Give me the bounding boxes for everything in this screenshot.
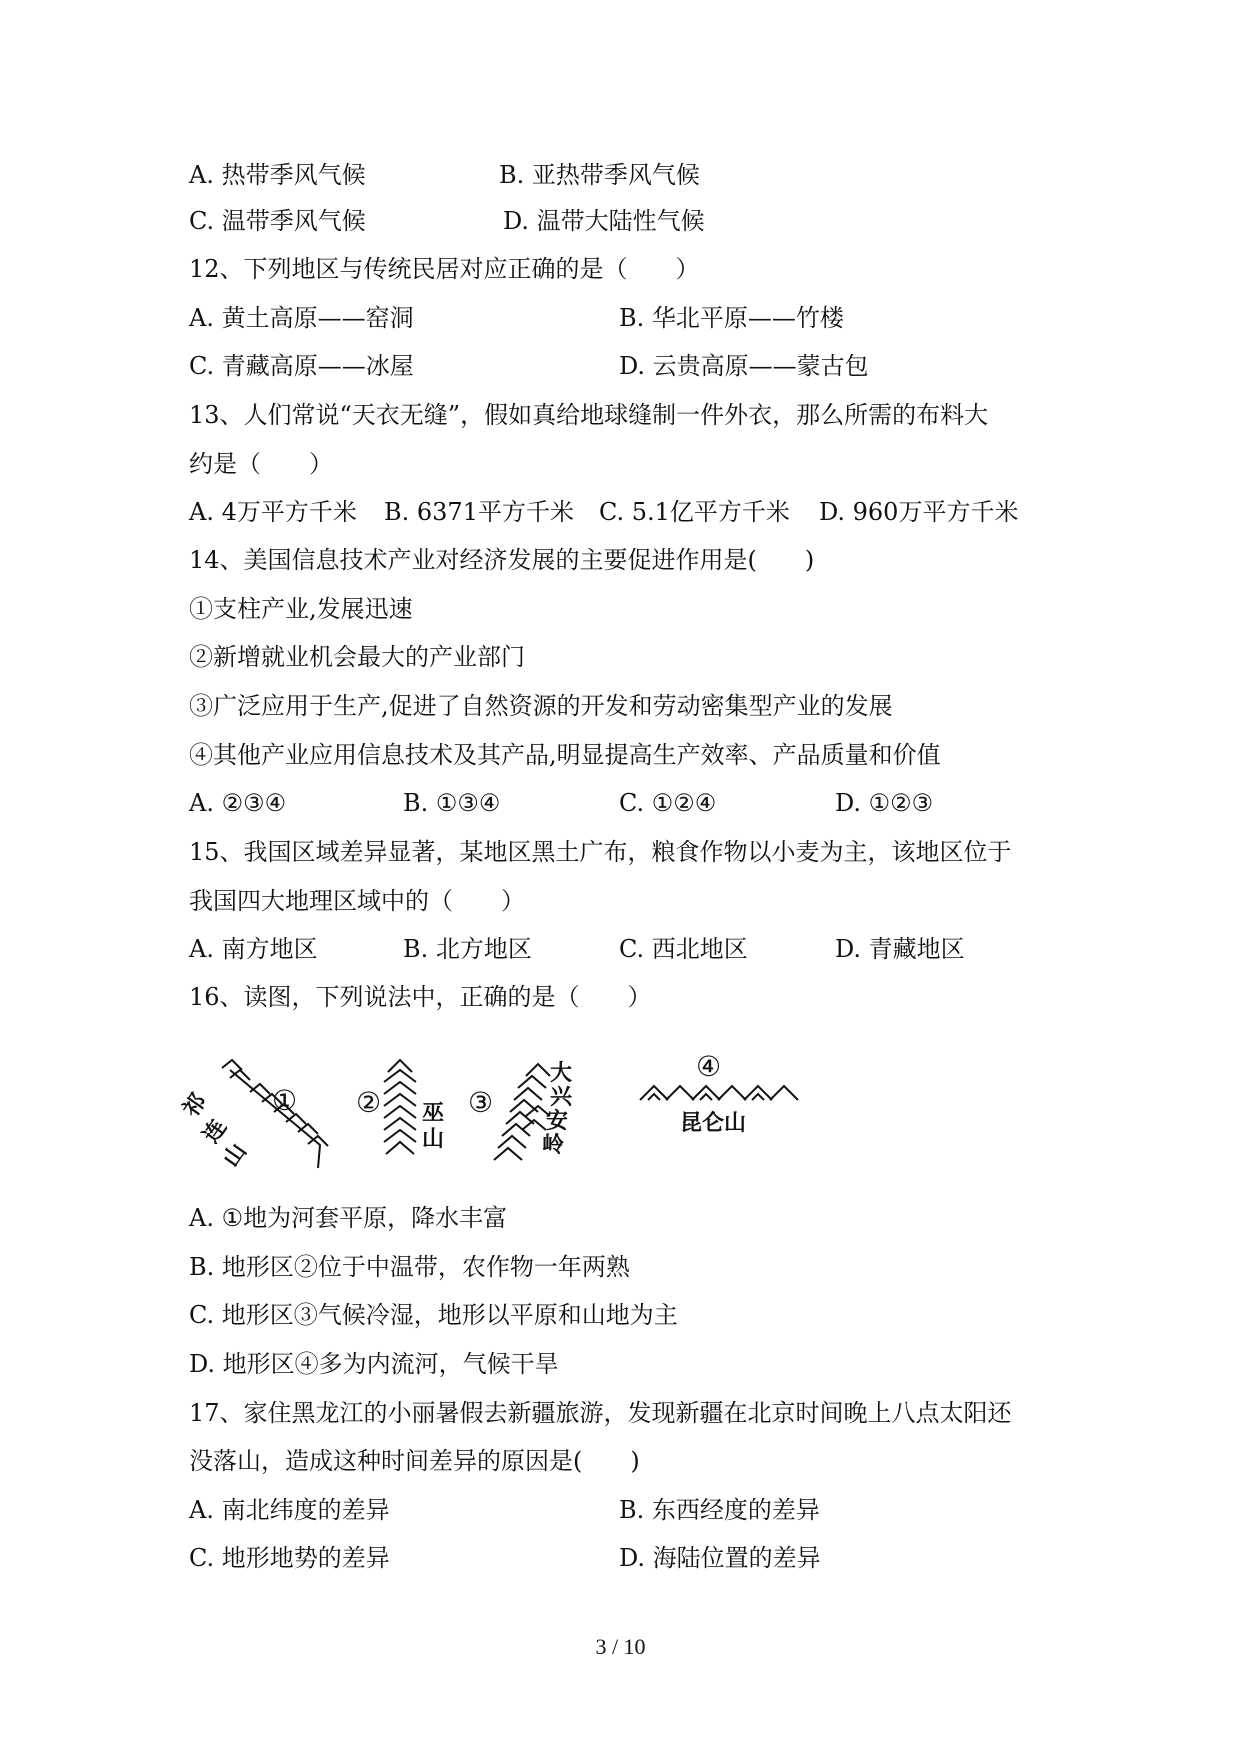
- wushan-label-1: 巫: [422, 1101, 445, 1126]
- marker-3: ③: [468, 1086, 494, 1119]
- daxinganling-label-2: 兴: [550, 1085, 573, 1110]
- q12-option-a: A. 黄土高原——窑洞: [189, 304, 414, 332]
- qilian-label-2: 连: [198, 1115, 232, 1148]
- qilian-label-3: 山: [218, 1139, 252, 1172]
- q14-option-c: C. ①②④: [619, 789, 717, 817]
- q17-option-d: D. 海陆位置的差异: [619, 1544, 821, 1572]
- marker-4: ④: [696, 1050, 722, 1083]
- kunlun-mountain-symbol: [640, 1086, 798, 1100]
- wushan-label-2: 山: [422, 1127, 445, 1152]
- q12-option-c: C. 青藏高原——冰屋: [189, 352, 414, 380]
- q11-option-a: A. 热带季风气候: [189, 161, 366, 189]
- q17-option-b: B. 东西经度的差异: [619, 1496, 820, 1524]
- q13-option-b: B. 6371平方千米: [384, 498, 574, 526]
- q14-statement-3: ③广泛应用于生产,促进了自然资源的开发和劳动密集型产业的发展: [189, 692, 893, 720]
- q14-stem: 14、美国信息技术产业对经济发展的主要促进作用是( ): [189, 546, 815, 574]
- q15-option-c: C. 西北地区: [619, 935, 748, 963]
- q16-option-c: C. 地形区③气候冷湿，地形以平原和山地为主: [189, 1301, 678, 1329]
- q16-option-a: A. ①地为河套平原，降水丰富: [189, 1204, 508, 1232]
- qilian-label-1: 祁: [178, 1089, 212, 1122]
- q13-stem-line2: 约是（ ）: [189, 450, 333, 478]
- q13-stem-line1: 13、人们常说“天衣无缝”，假如真给地球缝制一件外衣，那么所需的布料大: [189, 401, 989, 429]
- q12-option-d: D. 云贵高原——蒙古包: [619, 352, 869, 380]
- daxinganling-label-1: 大: [550, 1061, 573, 1086]
- q15-option-d: D. 青藏地区: [835, 935, 965, 963]
- q15-option-a: A. 南方地区: [189, 935, 318, 963]
- q16-option-d: D. 地形区④多为内流河，气候干旱: [189, 1350, 559, 1378]
- q17-stem-line2: 没落山，造成这种时间差异的原因是( ): [189, 1447, 640, 1475]
- q11-option-b: B. 亚热带季风气候: [499, 161, 700, 189]
- marker-1: ①: [272, 1084, 298, 1117]
- q13-option-c: C. 5.1亿平方千米: [599, 498, 790, 526]
- q17-stem-line1: 17、家住黑龙江的小丽暑假去新疆旅游，发现新疆在北京时间晚上八点太阳还: [189, 1399, 1012, 1427]
- q14-option-d: D. ①②③: [835, 789, 934, 817]
- q16-stem: 16、读图，下列说法中，正确的是（ ）: [189, 983, 652, 1011]
- q14-statement-4: ④其他产业应用信息技术及其产品,明显提高生产效率、产品质量和价值: [189, 741, 941, 769]
- q12-stem: 12、下列地区与传统民居对应正确的是（ ）: [189, 255, 700, 283]
- q15-stem-line1: 15、我国区域差异显著，某地区黑土广布，粮食作物以小麦为主，该地区位于: [189, 838, 1012, 866]
- q12-option-b: B. 华北平原——竹楼: [619, 304, 844, 332]
- q11-option-c: C. 温带季风气候: [189, 207, 366, 235]
- q11-option-d: D. 温带大陆性气候: [503, 207, 705, 235]
- q14-statement-2: ②新增就业机会最大的产业部门: [189, 643, 525, 671]
- q17-option-a: A. 南北纬度的差异: [189, 1496, 390, 1524]
- daxinganling-label-4: 岭: [542, 1133, 565, 1158]
- q16-terrain-figure: [178, 1050, 880, 1180]
- q14-option-a: A. ②③④: [189, 789, 287, 817]
- daxinganling-label-3: 安: [546, 1109, 569, 1134]
- wushan-mountain-symbol: [384, 1060, 416, 1154]
- q15-option-b: B. 北方地区: [403, 935, 532, 963]
- q16-option-b: B. 地形区②位于中温带，农作物一年两熟: [189, 1253, 630, 1281]
- q14-option-b: B. ①③④: [403, 789, 501, 817]
- q13-option-d: D. 960万平方千米: [819, 498, 1019, 526]
- q14-statement-1: ①支柱产业,发展迅速: [189, 595, 413, 623]
- page-number: 3 / 10: [595, 1634, 646, 1659]
- q13-option-a: A. 4万平方千米: [189, 498, 357, 526]
- marker-2: ②: [356, 1086, 382, 1119]
- q17-option-c: C. 地形地势的差异: [189, 1544, 390, 1572]
- kunlun-label: 昆仑山: [680, 1111, 747, 1136]
- terrain-symbols-svg: [178, 1050, 880, 1180]
- q15-stem-line2: 我国四大地理区域中的（ ）: [189, 887, 525, 915]
